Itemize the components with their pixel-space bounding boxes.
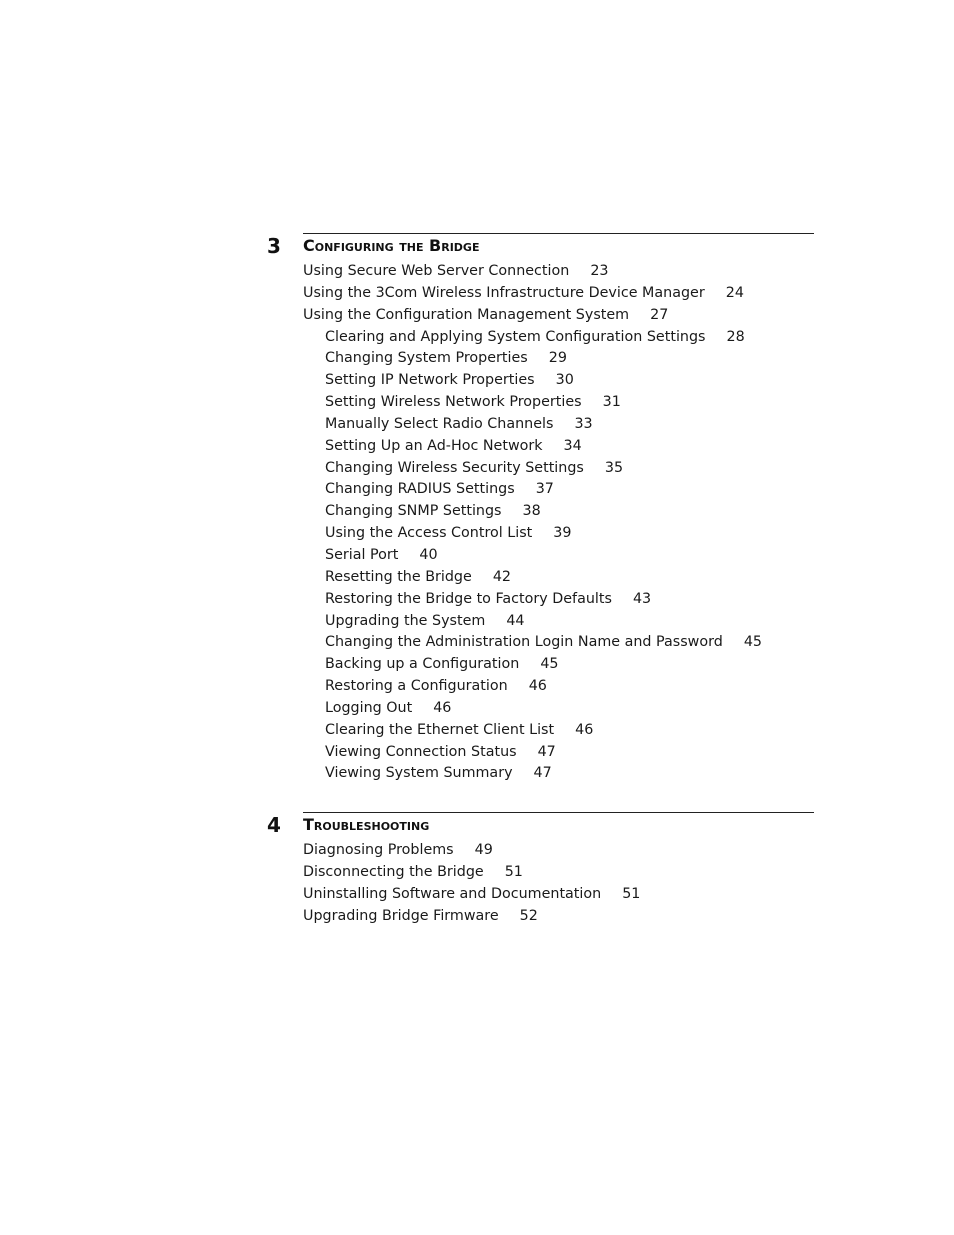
toc-entry-title: Serial Port xyxy=(325,546,399,563)
toc-entry-title: Logging Out xyxy=(325,699,413,716)
toc-entry[interactable] xyxy=(0,884,640,906)
toc-entry-page-number: 43 xyxy=(632,590,652,607)
toc-entry-page-number: 49 xyxy=(474,842,493,858)
toc-entry[interactable] xyxy=(0,742,762,764)
chapter-divider xyxy=(303,812,814,813)
toc-entry-title: Diagnosing Problems xyxy=(303,842,454,858)
toc-entry-page-number: 23 xyxy=(590,263,609,279)
toc-entry[interactable] xyxy=(0,523,762,545)
toc-entry-title: Backing up a Configuration xyxy=(325,656,520,673)
toc-entry-title: Using Secure Web Server Connection xyxy=(303,263,570,279)
toc-entry-page-number: 28 xyxy=(726,328,745,345)
toc-entry[interactable] xyxy=(0,862,640,884)
toc-entry-page-number: 31 xyxy=(602,394,621,411)
toc-entry[interactable] xyxy=(0,370,762,392)
toc-entry-title: Setting Up an Ad-Hoc Network xyxy=(325,437,543,454)
toc-entry[interactable] xyxy=(0,676,762,698)
toc-entry-page-number: 46 xyxy=(575,721,594,738)
toc-entry-title: Using the 3Com Wireless Infrastructure Device Manager xyxy=(303,284,705,301)
toc-entry[interactable] xyxy=(0,327,762,349)
toc-entry[interactable] xyxy=(0,763,762,785)
toc-entry[interactable] xyxy=(0,698,762,720)
toc-entry-title: Changing RADIUS Settings xyxy=(325,481,515,498)
toc-entry-title: Clearing the Ethernet Client List xyxy=(325,721,555,738)
toc-entry[interactable] xyxy=(0,458,762,480)
toc-entry-title: Viewing System Summary xyxy=(325,765,513,782)
toc-entry-title: Restoring the Bridge to Factory Defaults xyxy=(325,590,612,607)
toc-entry-page-number: 34 xyxy=(563,437,582,454)
toc-entry-page-number: 46 xyxy=(433,699,452,716)
chapter-divider xyxy=(303,233,814,234)
toc-entry-page-number: 52 xyxy=(519,907,538,924)
toc-entry[interactable] xyxy=(0,392,762,414)
toc-entry-page-number: 42 xyxy=(492,568,512,585)
toc-entry-page-number: 30 xyxy=(555,372,574,389)
toc-entry-title: Uninstalling Software and Documentation xyxy=(303,885,602,902)
toc-entry-title: Changing SNMP Settings xyxy=(325,503,502,520)
toc-entry-title: Changing the Administration Login Name and Password xyxy=(325,634,723,651)
toc-entry-title: Manually Select Radio Channels xyxy=(325,415,554,432)
toc-entry-title: Disconnecting the Bridge xyxy=(303,863,484,880)
toc-entry-page-number: 37 xyxy=(535,481,554,498)
toc-entry-page-number: 38 xyxy=(522,503,541,520)
toc-entry[interactable] xyxy=(0,611,762,633)
toc-entry[interactable] xyxy=(0,545,762,567)
toc-entry-list xyxy=(0,840,640,927)
toc-entry[interactable] xyxy=(0,906,640,928)
toc-entry[interactable] xyxy=(0,567,762,589)
toc-entry-page-number: 46 xyxy=(528,678,547,695)
toc-entry[interactable] xyxy=(0,436,762,458)
toc-entry[interactable] xyxy=(0,654,762,676)
toc-entry[interactable] xyxy=(0,720,762,742)
toc-entry-page-number: 39 xyxy=(553,525,572,542)
toc-entry[interactable] xyxy=(0,283,762,305)
toc-entry-page-number: 45 xyxy=(743,634,763,651)
toc-entry-title: Using the Access Control List xyxy=(325,525,533,542)
chapter-title: Troubleshooting xyxy=(303,815,430,834)
toc-entry-page-number: 29 xyxy=(548,350,567,367)
chapter-number: 4 xyxy=(267,813,281,837)
chapter-title: Configuring the Bridge xyxy=(303,236,480,255)
toc-entry-list xyxy=(0,261,762,785)
toc-entry-title: Viewing Connection Status xyxy=(325,743,517,760)
toc-entry-title: Using the Configuration Management System xyxy=(303,306,630,323)
toc-entry[interactable] xyxy=(0,305,762,327)
toc-entry-title: Setting Wireless Network Properties xyxy=(325,394,582,411)
toc-entry-page-number: 40 xyxy=(419,546,438,563)
toc-entry-title: Restoring a Configuration xyxy=(325,678,508,695)
chapter-number: 3 xyxy=(267,234,281,258)
toc-entry-page-number: 24 xyxy=(725,284,744,301)
toc-entry-title: Setting IP Network Properties xyxy=(325,372,535,389)
toc-entry-title: Changing System Properties xyxy=(325,350,528,367)
toc-entry[interactable] xyxy=(0,261,762,283)
toc-entry-page-number: 51 xyxy=(622,885,641,902)
toc-entry-title: Clearing and Applying System Configuration Settings xyxy=(325,328,706,345)
toc-entry-title: Changing Wireless Security Settings xyxy=(325,459,584,476)
toc-entry-title: Upgrading Bridge Firmware xyxy=(303,907,499,924)
toc-entry-page-number: 27 xyxy=(650,306,669,323)
toc-entry[interactable] xyxy=(0,632,762,654)
toc-entry[interactable] xyxy=(0,479,762,501)
toc-entry[interactable] xyxy=(0,840,640,862)
toc-entry-title: Upgrading the System xyxy=(325,612,486,629)
toc-entry[interactable] xyxy=(0,414,762,436)
toc-entry-page-number: 47 xyxy=(537,743,556,760)
toc-entry-page-number: 45 xyxy=(540,656,559,673)
toc-entry-page-number: 47 xyxy=(533,765,552,782)
toc-entry[interactable] xyxy=(0,501,762,523)
toc-entry-page-number: 51 xyxy=(504,863,523,880)
toc-entry[interactable] xyxy=(0,589,762,611)
toc-entry-page-number: 44 xyxy=(506,612,525,629)
toc-entry-page-number: 35 xyxy=(604,459,624,476)
toc-entry-title: Resetting the Bridge xyxy=(325,568,472,585)
toc-entry[interactable] xyxy=(0,348,762,370)
toc-entry-page-number: 33 xyxy=(574,415,593,432)
